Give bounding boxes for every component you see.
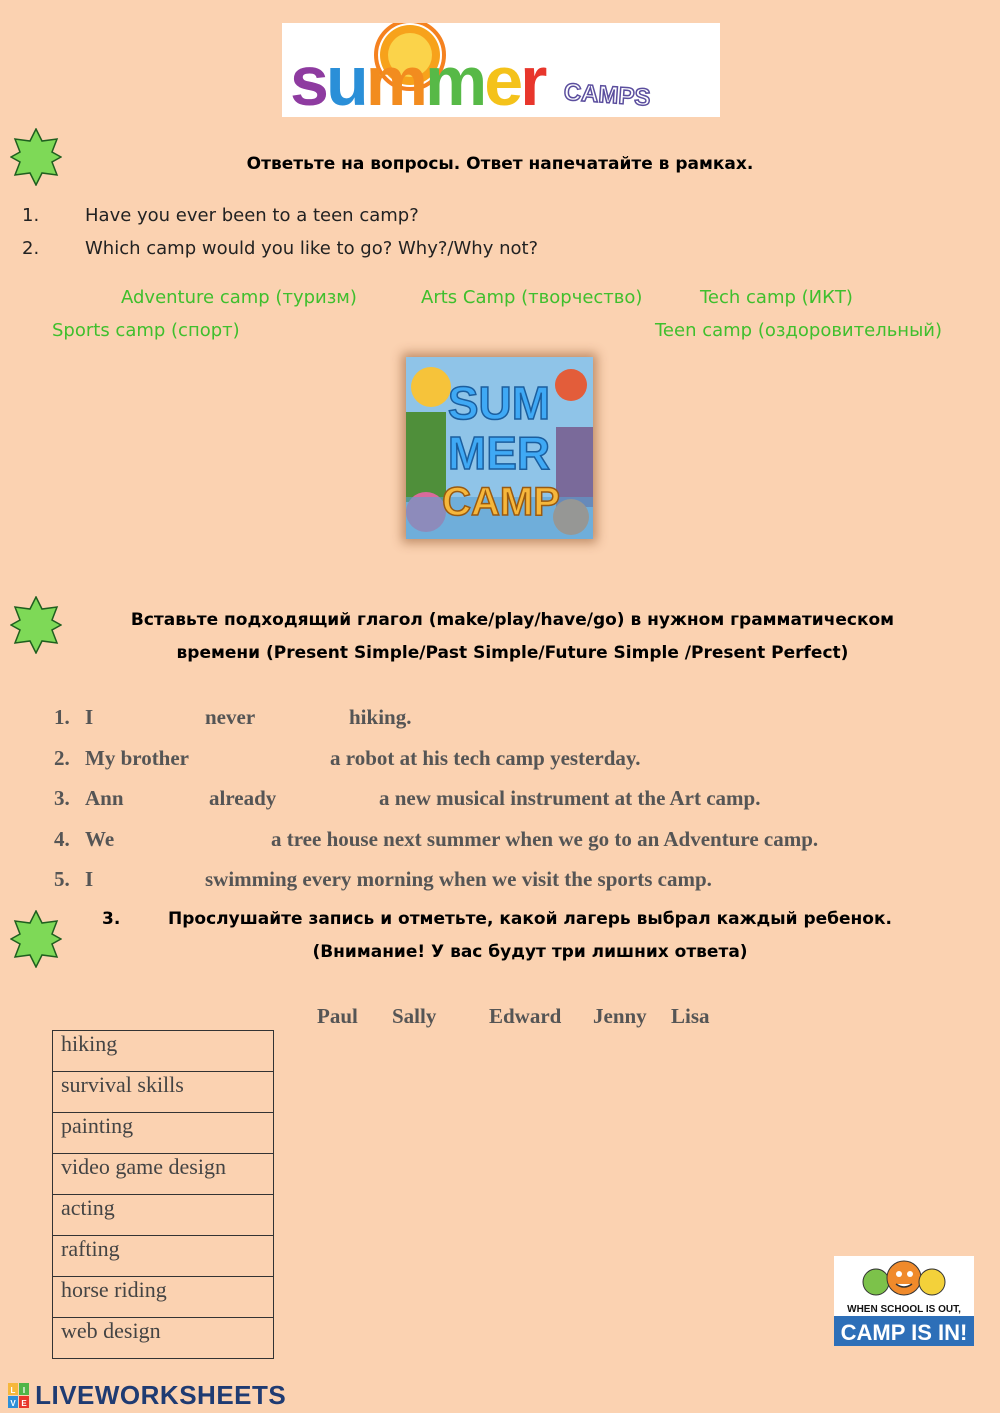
activity-table: [52, 1030, 274, 1359]
sentence-part: My brother: [85, 746, 190, 770]
table-row: [53, 1236, 274, 1277]
sentence-number: 4.: [54, 827, 70, 851]
section2-instruction-line1: Вставьте подходящий глагол (make/play/have/go) в нужном грамматическом: [130, 610, 895, 630]
camp-logo-big-text: CAMP IS IN!: [840, 1320, 968, 1345]
activity-cell: rafting: [53, 1236, 274, 1277]
question-number: 2.: [22, 238, 40, 259]
sentence-number: 2.: [54, 746, 70, 770]
star-bullet-icon: [10, 128, 62, 186]
camp-is-in-logo: [834, 1256, 974, 1346]
child-name-lisa: Lisa: [671, 1004, 710, 1028]
illustration-line1: SUM: [447, 377, 551, 429]
sentence-part: a new musical instrument at the Art camp.: [379, 786, 761, 810]
table-row: [53, 1195, 274, 1236]
child-name-edward: Edward: [489, 1004, 562, 1028]
question-text: Have you ever been to a teen camp?: [85, 205, 419, 226]
activity-cell: survival skills: [53, 1072, 274, 1113]
svg-text:V: V: [10, 1398, 16, 1408]
svg-text:summer: summer: [290, 42, 545, 117]
liveworksheets-logo[interactable]: [8, 1380, 286, 1408]
svg-text:I: I: [22, 1385, 26, 1395]
sentence-part: I: [85, 705, 94, 729]
activity-cell: painting: [53, 1113, 274, 1154]
camp-logo-small-text: WHEN SCHOOL IS OUT,: [847, 1304, 961, 1315]
activity-cell: horse riding: [53, 1277, 274, 1318]
sentence-part: already: [209, 786, 277, 810]
table-row: [53, 1154, 274, 1195]
child-name-paul: Paul: [317, 1004, 358, 1028]
sentence-part: Ann: [85, 786, 124, 810]
liveworksheets-brand-text: LIVEWORKSHEETS: [35, 1380, 287, 1410]
summer-camps-banner: [282, 23, 720, 117]
camp-option-arts: Arts Camp (творчество): [421, 287, 643, 308]
sentence-part: a robot at his tech camp yesterday.: [330, 746, 641, 770]
activity-cell: video game design: [53, 1154, 274, 1195]
star-bullet-icon: [10, 596, 62, 654]
summer-camp-illustration: [406, 357, 593, 539]
sentence-part: I: [85, 867, 94, 891]
camp-option-adventure: Adventure camp (туризм): [121, 287, 357, 308]
svg-text:L: L: [10, 1385, 16, 1395]
sentence-part: a tree house next summer when we go to an Adventure camp.: [271, 827, 819, 851]
section3-instruction-line1: Прослушайте запись и отметьте, какой лагерь выбрал каждый ребенок.: [168, 909, 892, 929]
sentence-number: 1.: [54, 705, 70, 729]
activity-cell: web design: [53, 1318, 274, 1359]
liveworksheets-badge-icon: [8, 1383, 30, 1409]
question-text: Which camp would you like to go? Why?/Why not?: [85, 238, 539, 259]
table-row: [53, 1113, 274, 1154]
camp-option-tech: Tech camp (ИКТ): [700, 287, 853, 308]
sentence-part: hiking.: [349, 705, 412, 729]
camp-option-teen: Teen camp (оздоровительный): [655, 320, 943, 341]
sentence-part: swimming every morning when we visit the sports camp.: [205, 867, 712, 891]
child-name-sally: Sally: [392, 1004, 437, 1028]
table-row: [53, 1031, 274, 1072]
section3-number: 3.: [102, 909, 121, 929]
sentence-number: 3.: [54, 786, 70, 810]
sentence-number: 5.: [54, 867, 70, 891]
section2-instruction-line2: времени (Present Simple/Past Simple/Future Simple /Present Perfect): [176, 643, 849, 663]
illustration-line2: MER: [447, 427, 551, 479]
table-row: [53, 1072, 274, 1113]
sentence-part: never: [205, 705, 256, 729]
banner-sub-text: CAMPS: [563, 78, 652, 112]
svg-text:E: E: [21, 1398, 27, 1408]
activity-cell: acting: [53, 1195, 274, 1236]
table-row: [53, 1318, 274, 1359]
illustration-line3: CAMP: [442, 480, 560, 524]
table-row: [53, 1277, 274, 1318]
section3-instruction-line2: (Внимание! У вас будут три лишних ответа): [312, 942, 748, 962]
star-bullet-icon: [10, 910, 62, 968]
activity-cell: hiking: [53, 1031, 274, 1072]
sentence-part: We: [85, 827, 115, 851]
section1-instruction: Ответьте на вопросы. Ответ напечатайте в рамках.: [246, 154, 754, 174]
child-name-jenny: Jenny: [593, 1004, 647, 1028]
camp-option-sports: Sports camp (спорт): [52, 320, 240, 341]
question-number: 1.: [22, 205, 40, 226]
